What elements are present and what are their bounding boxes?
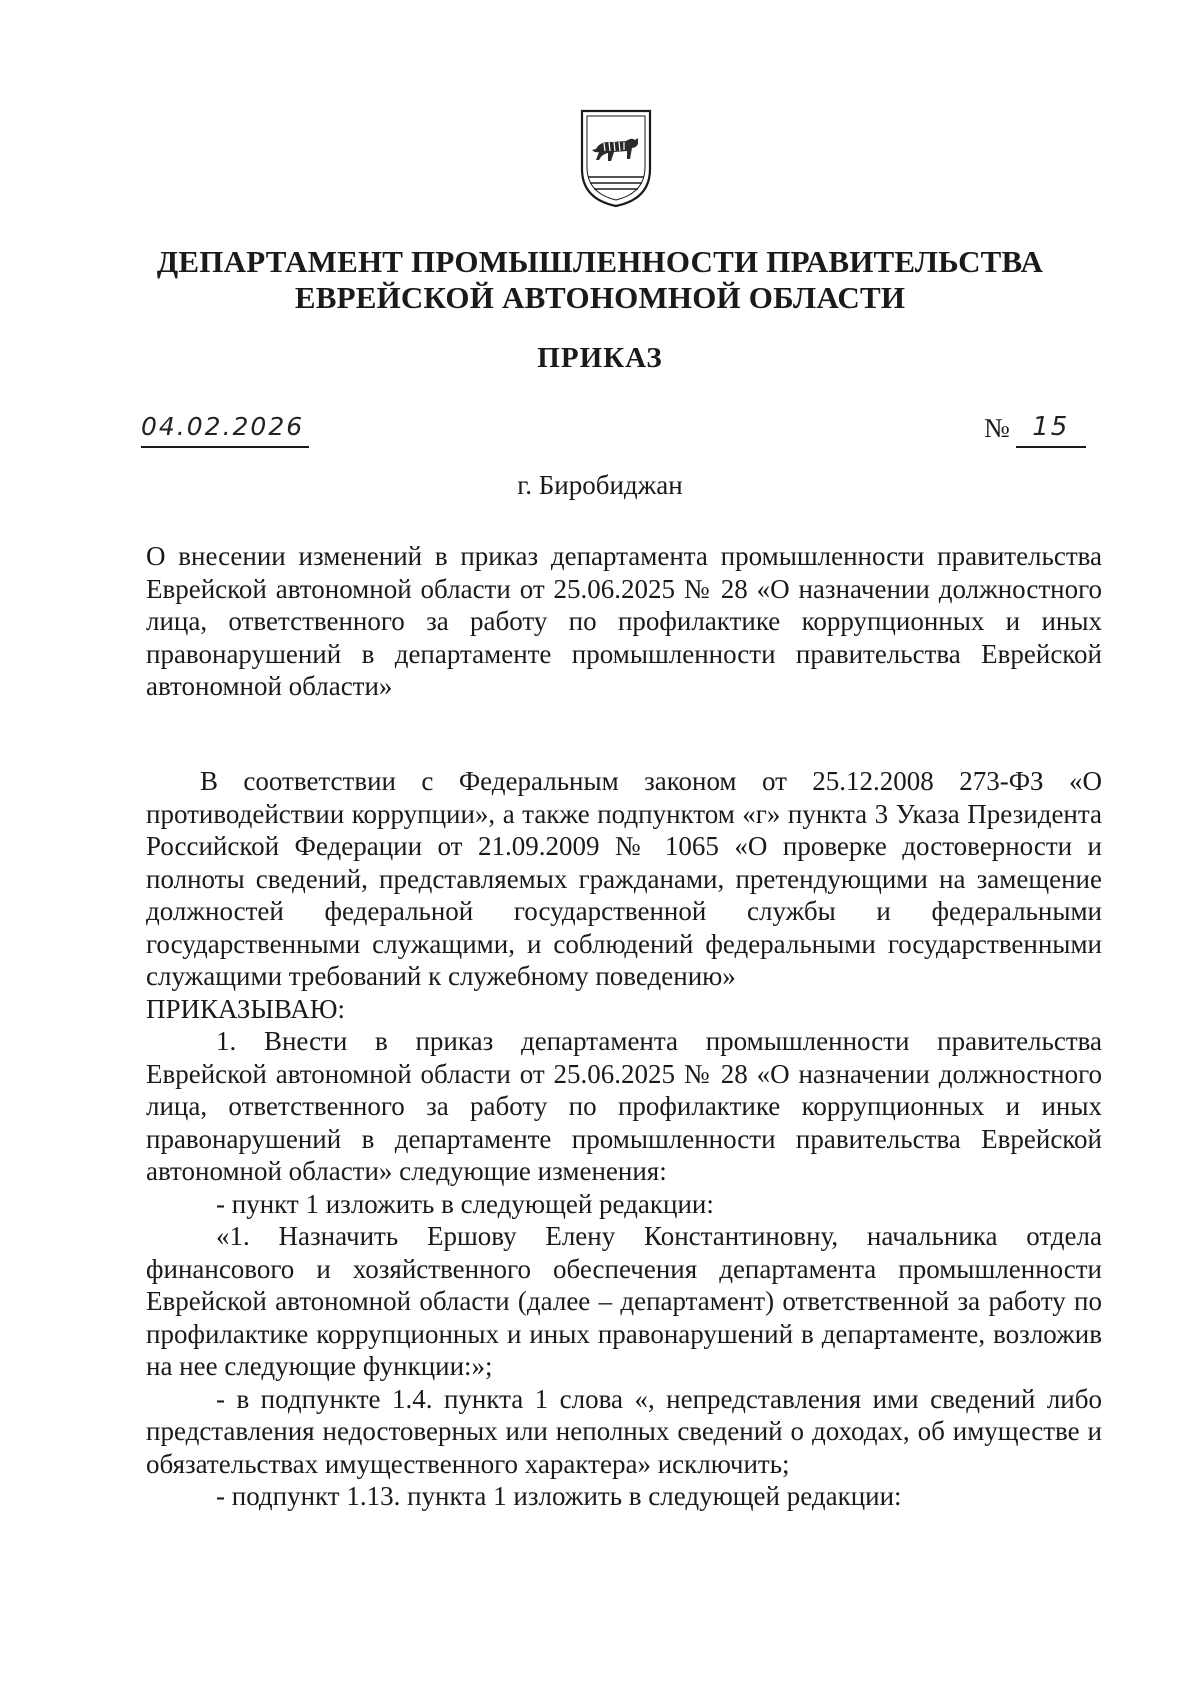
order-subject: О внесении изменений в приказ департамента промышленности правительства Еврейской автономной области от 25.06.2025 № 28 «О назначении должностного лица, ответственного за работу по профилактике коррупционных и иных правонарушений в департаменте промышленности правительства Еврейской автономной области» [146,541,1102,701]
header-line-1: ДЕПАРТАМЕНТ ПРОМЫШЛЕННОСТИ ПРАВИТЕЛЬСТВА [156,244,1044,279]
change-1-text-paragraph: «1. Назначить Ершову Елену Константиновну, начальника отдела финансового и хозяйственного обеспечения департамента промышленности Еврейской автономной области (далее – департамент) ответственной за работу по профилактике коррупционных и иных правонарушений в департаменте, возложив на нее следующие функции:»; [146,1221,1102,1381]
change-1-paragraph: - пункт 1 изложить в следующей редакции: [216,1188,714,1219]
header-line-2: ЕВРЕЙСКОЙ АВТОНОМНОЙ ОБЛАСТИ [294,280,906,315]
document-date: 04.02.2026 [141,410,309,448]
order-word: ПРИКАЗЫВАЮ: [146,993,345,1024]
department-header [0,244,1200,316]
preamble-paragraph: В соответствии с Федеральным законом от 25.12.2008 273-ФЗ «О противодействии коррупции», а также подпунктом «г» пункта 3 Указа Президента Российской Федерации от 21.09.2009 № 1065 «О проверке достоверности и полноты сведений, представляемых гражданами, претендующими на замещение должностей федеральной государственной службы и федеральными государственными служащими, и соблюдений федеральными государственными служащими требований к служебному поведению» [146,766,1102,991]
number-value: 15 [1016,412,1086,448]
coat-of-arms-tiger-icon [578,107,654,209]
item-1-paragraph: 1. Внести в приказ департамента промышленности правительства Еврейской автономной области от 25.06.2025 № 28 «О назначении должностного лица, ответственного за работу по профилактике коррупционных и иных правонарушений в департаменте промышленности правительства Еврейской автономной области» следующие изменения: [146,1026,1102,1186]
change-2-paragraph: - в подпункте 1.4. пункта 1 слова «, непредставления ими сведений либо представления недостоверных или неполных сведений о доходах, об имуществе и обязательствах имущественного характера» исключить; [146,1383,1102,1479]
document-number [984,408,1086,448]
number-label: № [984,413,1010,443]
order-body [146,765,1102,1513]
city-line: г. Биробиджан [517,470,683,500]
change-3-paragraph: - подпункт 1.13. пункта 1 изложить в следующей редакции: [216,1481,902,1511]
document-title: ПРИКАЗ [537,342,663,374]
